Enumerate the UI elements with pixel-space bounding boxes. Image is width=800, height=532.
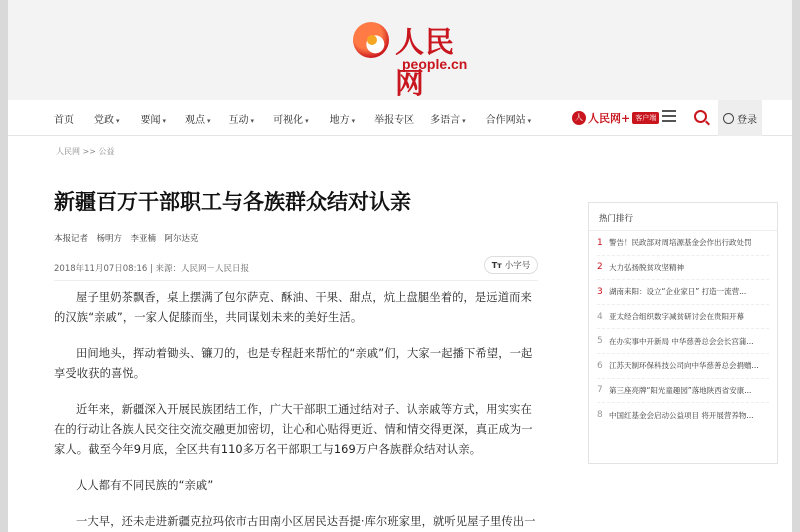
hot-ranking-list [589, 231, 777, 428]
login-button[interactable] [718, 100, 762, 136]
nav-item-label: 观点 [185, 114, 206, 126]
nav-item[interactable] [94, 111, 120, 126]
hot-rank-number: 7 [597, 385, 603, 396]
nav-item-label: 互动 [228, 114, 249, 126]
hot-ranking-item[interactable] [597, 403, 769, 428]
chevron-down-icon: ▾ [527, 116, 532, 125]
nav-item-label: 要闻 [140, 114, 161, 126]
article-paragraph: 田间地头，挥动着锄头、镰刀的，也是专程赶来帮忙的“亲戚”们，大家一起播下希望，一起享受收获的喜悦。 [54, 347, 533, 380]
site-header [8, 0, 792, 100]
font-size-icon: Tт [491, 260, 502, 270]
hot-rank-number: 3 [597, 286, 603, 297]
hot-rank-number: 8 [597, 410, 603, 421]
hot-rank-number: 6 [597, 360, 603, 371]
hot-rank-number: 4 [597, 311, 603, 322]
chevron-down-icon: ▾ [162, 116, 167, 125]
hot-ranking-item[interactable] [597, 354, 769, 379]
hot-ranking-item[interactable] [597, 256, 769, 281]
menu-icon[interactable] [662, 110, 676, 124]
nav-item[interactable] [273, 111, 309, 126]
logo-mark-icon [353, 22, 389, 58]
site-logo[interactable] [350, 20, 480, 100]
nav-item[interactable] [229, 111, 255, 126]
chevron-down-icon: ▾ [462, 116, 466, 125]
nav-item[interactable] [374, 111, 414, 126]
hot-ranking-item[interactable] [597, 231, 769, 256]
font-size-label: 小字号 [504, 261, 531, 271]
article-title: 新疆百万干部职工与各族群众结对认亲 [54, 190, 411, 214]
font-size-toggle[interactable] [484, 256, 538, 274]
app-link[interactable] [572, 110, 659, 126]
nav-item-label: 地方 [329, 114, 350, 126]
hot-item-text: 中国红基金会启动公益项目 将开展营养物... [609, 410, 754, 420]
nav-item[interactable] [185, 111, 211, 126]
search-icon[interactable] [694, 110, 707, 123]
hot-ranking-item[interactable] [597, 379, 769, 404]
login-label: 登录 [737, 114, 757, 126]
chevron-down-icon: ▾ [116, 116, 120, 125]
nav-item[interactable] [54, 111, 74, 126]
chevron-down-icon: ▾ [207, 116, 211, 125]
breadcrumb[interactable]: 人民网 >> 公益 [56, 147, 115, 156]
user-icon [723, 113, 734, 124]
hot-item-text: 大力弘扬脱贫攻坚精神 [609, 262, 684, 272]
hot-ranking-item[interactable] [597, 329, 769, 354]
app-badge: 客户端 [632, 112, 659, 124]
nav-item-label: 可视化 [273, 114, 304, 126]
article-body [54, 288, 540, 532]
nav-items [54, 100, 531, 136]
article-paragraph: 屋子里奶茶飘香，桌上摆满了包尔萨克、酥油、干果、甜点，炕上盘腿坐着的，是远道而来的汉族“亲戚”，一家人促膝而坐，共同谋划未来的美好生活。 [54, 291, 532, 324]
nav-item-label: 多语言 [430, 114, 461, 126]
hot-rank-number: 2 [597, 262, 603, 273]
nav-item-label: 党政 [94, 114, 114, 126]
article-meta: 2018年11月07日08:16 | 来源：人民网－人民日报 [54, 264, 250, 274]
hot-item-text: 亚太经合组织数字减贫研讨会在贵阳开幕 [609, 312, 744, 322]
chevron-down-icon: ▾ [351, 116, 356, 125]
chevron-down-icon: ▾ [305, 116, 309, 125]
hot-rank-number: 1 [597, 237, 603, 248]
nav-item[interactable] [141, 111, 167, 126]
hot-ranking-title: 热门排行 [589, 203, 777, 231]
browser-page [8, 0, 792, 532]
nav-item[interactable] [486, 111, 532, 126]
hot-item-text: 警告！民政部对周培源基金会作出行政处罚 [609, 238, 752, 248]
article-subheading: 人人都有不同民族的“亲戚” [76, 479, 214, 492]
hot-ranking-item[interactable] [597, 305, 769, 330]
hot-item-text: 湖南耒阳：设立“企业家日” 打造一流营... [609, 287, 747, 297]
app-name: 人民网+ [588, 112, 631, 125]
hot-item-text: 第三座亮牌“阳光童趣园”落地陕西省安康... [609, 385, 752, 395]
hot-rank-number: 5 [597, 336, 603, 347]
nav-item[interactable] [330, 111, 356, 126]
nav-item-label: 合作网站 [485, 114, 526, 126]
article-author: 本报记者 杨明方 李亚楠 阿尔达克 [54, 234, 199, 244]
logo-chinese: 人民网 [395, 25, 456, 100]
nav-item-label: 首页 [54, 114, 74, 126]
app-logo-icon: 人 [572, 111, 586, 125]
nav-item[interactable] [430, 111, 466, 126]
logo-english: people.cn [402, 56, 468, 72]
hot-ranking-panel [588, 202, 778, 464]
chevron-down-icon: ▾ [250, 116, 255, 125]
hot-item-text: 江苏天制环保科技公司向中华慈善总会捐赠... [609, 361, 759, 371]
main-nav [8, 100, 792, 136]
hot-item-text: 在办实事中开新局 中华慈善总会会长宫蒲... [609, 336, 754, 346]
article-paragraph: 一大早，还未走进新疆克拉玛依市古田南小区居民达吾提·库尔班家里，就听见屋子里传出一 [76, 515, 536, 528]
divider [54, 280, 538, 281]
hot-ranking-item[interactable] [597, 280, 769, 305]
article-paragraph: 近年来，新疆深入开展民族团结工作，广大干部职工通过结对子、认亲戚等方式，用实实在在的行动让各族人民交往交流交融更加密切，让心和心贴得更近、情和情交得更深，真正成为一家人。截至今年9月底，全区共有110多万名干部职工与169万户各族群众结对认亲。 [54, 403, 533, 456]
nav-item-label: 举报专区 [374, 114, 415, 126]
